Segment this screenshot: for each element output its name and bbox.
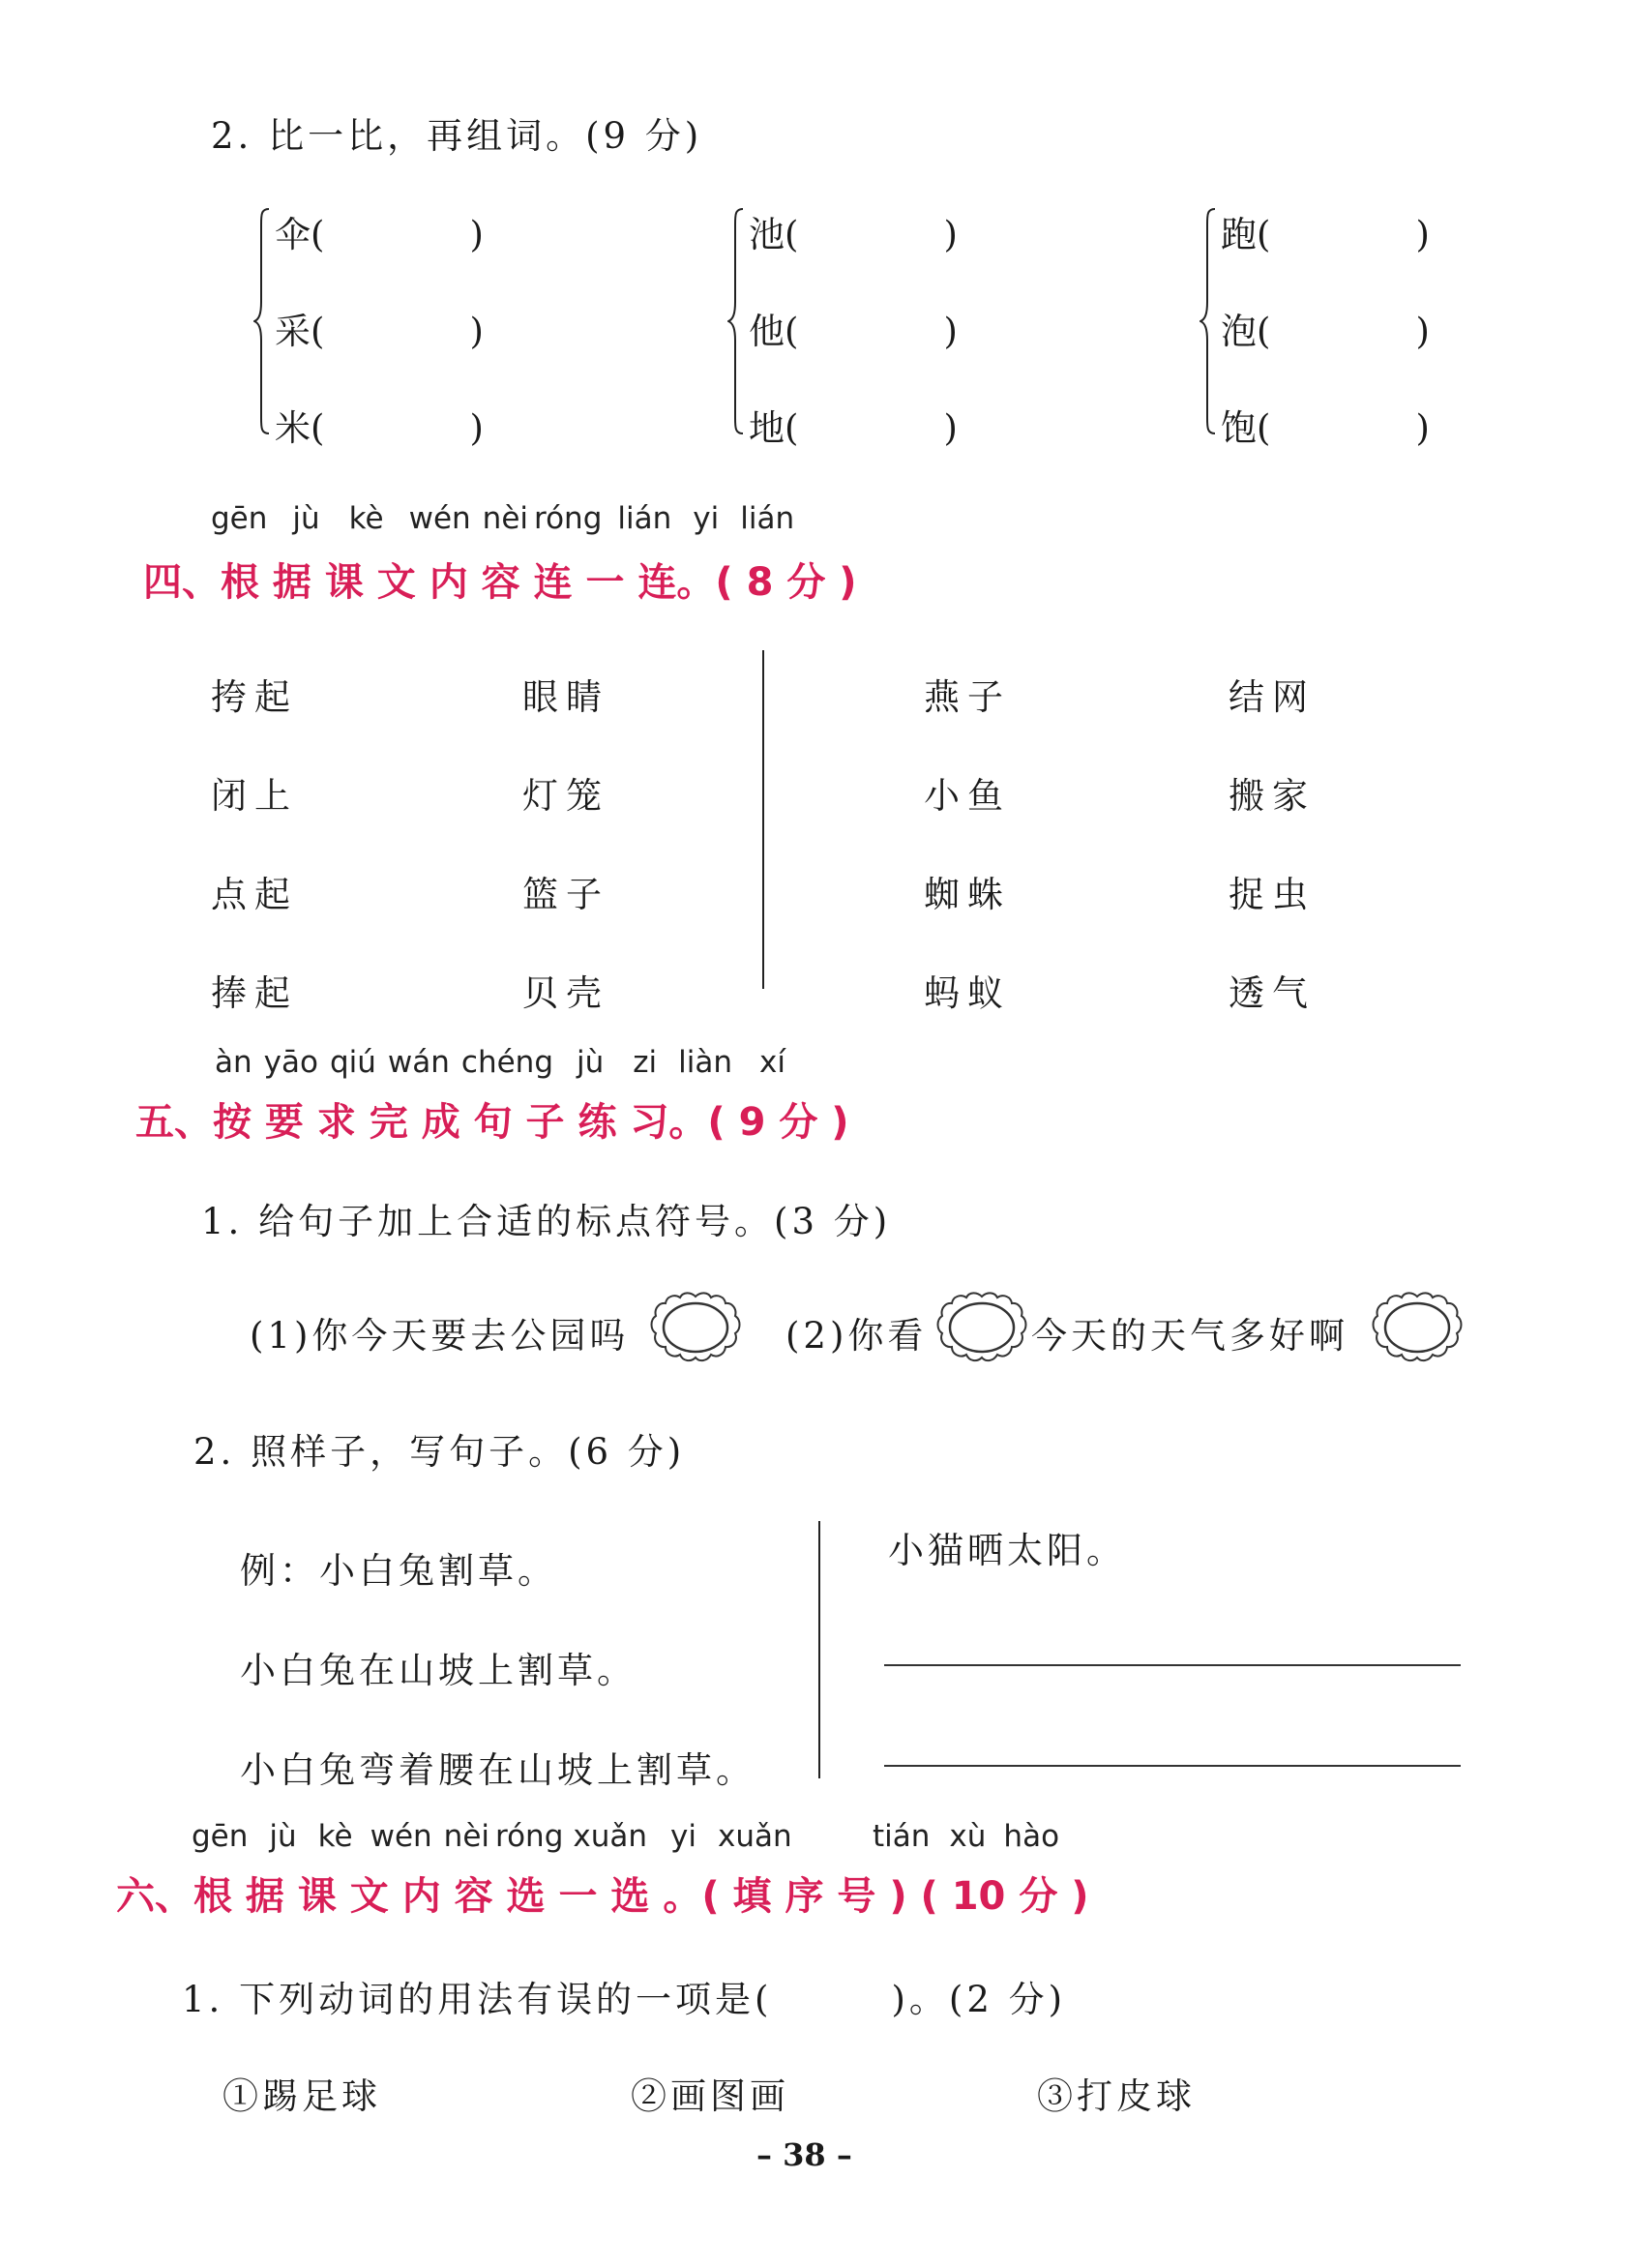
page-number: – 38 – — [756, 2136, 852, 2173]
pinyin-syllable: liàn — [678, 1045, 733, 1080]
compare-row[interactable] — [275, 399, 484, 451]
pinyin-syllable: róng — [495, 1819, 564, 1854]
pinyin-syllable: lián — [617, 501, 672, 536]
close-paren: ) — [469, 311, 484, 352]
example-line: 小白兔弯着腰在山坡上割草。 — [240, 1749, 755, 1791]
match-right-col2 — [1229, 648, 1316, 1043]
imitate-task-sentence: 小猫晒太阳。 — [888, 1530, 1126, 1571]
pinyin-syllable: xuǎn — [573, 1819, 648, 1854]
match-word[interactable]: 蚂蚁 — [924, 972, 1011, 1014]
open-paren: ( — [311, 407, 325, 449]
pinyin-syllable: yāo — [263, 1045, 318, 1080]
pinyin-syllable: chéng — [460, 1045, 554, 1080]
match-word[interactable]: 燕子 — [924, 676, 1011, 718]
pinyin-syllable: wén — [408, 501, 471, 536]
match-word[interactable]: 点起 — [211, 874, 298, 915]
close-paren: ) — [469, 407, 484, 449]
pinyin-syllable: jù — [269, 1819, 297, 1854]
pinyin-syllable: gēn — [211, 501, 268, 536]
left-brace — [253, 205, 273, 437]
match-word[interactable]: 灯笼 — [522, 775, 609, 817]
left-brace — [727, 205, 747, 437]
example-block — [240, 1521, 755, 1820]
match-word[interactable]: 眼睛 — [522, 676, 609, 718]
match-right-col1 — [924, 648, 1011, 1043]
section5-title: 五、按 要 求 完 成 句 子 练 习。( 9 分 ) — [135, 1100, 849, 1145]
choice-option-3[interactable]: ③打皮球 — [1037, 2075, 1196, 2117]
close-paren: ) — [469, 214, 484, 255]
match-left-col2 — [522, 648, 609, 1043]
punctuation-sentence-2b: 今天的天气多好啊 — [1031, 1315, 1348, 1357]
open-paren: ( — [785, 214, 799, 255]
match-word[interactable]: 贝壳 — [522, 972, 609, 1014]
compare-row[interactable] — [1221, 399, 1430, 451]
left-brace — [1200, 205, 1219, 437]
compare-char: 采 — [275, 311, 311, 352]
choice-option-1[interactable]: ①踢足球 — [222, 2075, 381, 2117]
punctuation-answer-flower-2[interactable] — [936, 1291, 1027, 1364]
match-word[interactable]: 闭上 — [211, 775, 298, 817]
imitate-question-title: 2. 照样子，写句子。(6 分) — [193, 1431, 686, 1473]
section6-pinyin-b — [873, 1819, 1066, 1858]
match-word[interactable]: 透气 — [1229, 972, 1316, 1014]
match-word[interactable]: 篮子 — [522, 874, 609, 915]
section4-divider — [762, 650, 764, 989]
section4-title: 四、根 据 课 文 内 容 连 一 连。( 8 分 ) — [143, 560, 857, 605]
choice-option-2[interactable]: ②画图画 — [631, 2075, 789, 2117]
compare-group-1 — [253, 205, 544, 449]
close-paren: ) — [1415, 214, 1430, 255]
compare-row[interactable] — [749, 205, 958, 257]
open-paren: ( — [785, 407, 799, 449]
punctuation-sentence-1: (1)你今天要去公园吗 — [250, 1315, 630, 1357]
open-paren: ( — [1257, 214, 1271, 255]
compare-question-title: 2. 比一比，再组词。(9 分) — [211, 115, 703, 157]
compare-char: 他 — [749, 311, 785, 352]
compare-row[interactable] — [275, 302, 484, 354]
close-paren: ) — [1415, 311, 1430, 352]
compare-group-2 — [727, 205, 1018, 449]
close-paren: ) — [943, 407, 958, 449]
choice-question-title: 1. 下列动词的用法有误的一项是( )。(2 分) — [182, 1979, 1067, 2020]
punctuation-answer-flower-3[interactable] — [1372, 1291, 1463, 1364]
punctuation-answer-flower-1[interactable] — [650, 1291, 741, 1364]
pinyin-syllable: hào — [1003, 1819, 1060, 1854]
pinyin-syllable: yi — [670, 1819, 696, 1854]
pinyin-syllable: tián — [873, 1819, 931, 1854]
match-word[interactable]: 小鱼 — [924, 775, 1011, 817]
pinyin-syllable: xí — [759, 1045, 786, 1080]
open-paren: ( — [785, 311, 799, 352]
compare-row[interactable] — [1221, 302, 1430, 354]
match-left-col1 — [211, 648, 298, 1043]
compare-char: 池 — [749, 214, 785, 255]
close-paren: ) — [1415, 407, 1430, 449]
pinyin-syllable: qiú — [329, 1045, 376, 1080]
answer-line-1[interactable] — [884, 1664, 1461, 1666]
match-word[interactable]: 捧起 — [211, 972, 298, 1014]
section6-pinyin-a — [192, 1819, 811, 1858]
pinyin-syllable: gēn — [192, 1819, 249, 1854]
compare-row[interactable] — [749, 302, 958, 354]
match-word[interactable]: 挎起 — [211, 676, 298, 718]
open-paren: ( — [1257, 311, 1271, 352]
pinyin-syllable: wén — [370, 1819, 432, 1854]
pinyin-syllable: àn — [215, 1045, 252, 1080]
open-paren: ( — [311, 311, 325, 352]
compare-group-3 — [1200, 205, 1490, 449]
pinyin-syllable: yi — [693, 501, 720, 536]
pinyin-syllable: jù — [292, 501, 320, 536]
imitate-divider — [818, 1521, 820, 1778]
pinyin-syllable: xuǎn — [717, 1819, 792, 1854]
pinyin-syllable: nèi — [443, 1819, 490, 1854]
close-paren: ) — [943, 214, 958, 255]
compare-row[interactable] — [1221, 205, 1430, 257]
pinyin-syllable: jù — [577, 1045, 605, 1080]
compare-char: 伞 — [275, 214, 311, 255]
close-paren: ) — [943, 311, 958, 352]
compare-char: 泡 — [1221, 311, 1257, 352]
compare-row[interactable] — [275, 205, 484, 257]
pinyin-syllable: róng — [534, 501, 603, 536]
section4-pinyin — [211, 501, 795, 540]
compare-char: 地 — [749, 407, 785, 449]
section5-pinyin — [215, 1045, 814, 1084]
section6-title: 六、根 据 课 文 内 容 选 一 选 。( 填 序 号 ) ( 10 分 ) — [116, 1874, 1089, 1919]
open-paren: ( — [1257, 407, 1271, 449]
pinyin-syllable: lián — [740, 501, 795, 536]
pinyin-syllable: xù — [949, 1819, 987, 1854]
example-line: 例：小白兔割草。 — [240, 1550, 557, 1592]
compare-char: 米 — [275, 407, 311, 449]
punctuation-question-title: 1. 给句子加上合适的标点符号。(3 分) — [201, 1201, 892, 1242]
compare-char: 跑 — [1221, 214, 1257, 255]
pinyin-syllable: wán — [387, 1045, 450, 1080]
answer-line-2[interactable] — [884, 1765, 1461, 1767]
match-word[interactable]: 捉虫 — [1229, 874, 1316, 915]
open-paren: ( — [311, 214, 325, 255]
pinyin-syllable: zi — [633, 1045, 658, 1080]
pinyin-syllable: kè — [348, 501, 384, 536]
compare-char: 饱 — [1221, 407, 1257, 449]
match-word[interactable]: 搬家 — [1229, 775, 1316, 817]
match-word[interactable]: 蜘蛛 — [924, 874, 1011, 915]
pinyin-syllable: kè — [317, 1819, 353, 1854]
punctuation-sentence-2a: (2)你看 — [785, 1315, 928, 1357]
example-line: 小白兔在山坡上割草。 — [240, 1650, 637, 1691]
match-word[interactable]: 结网 — [1229, 676, 1316, 718]
pinyin-syllable: nèi — [482, 501, 529, 536]
compare-row[interactable] — [749, 399, 958, 451]
